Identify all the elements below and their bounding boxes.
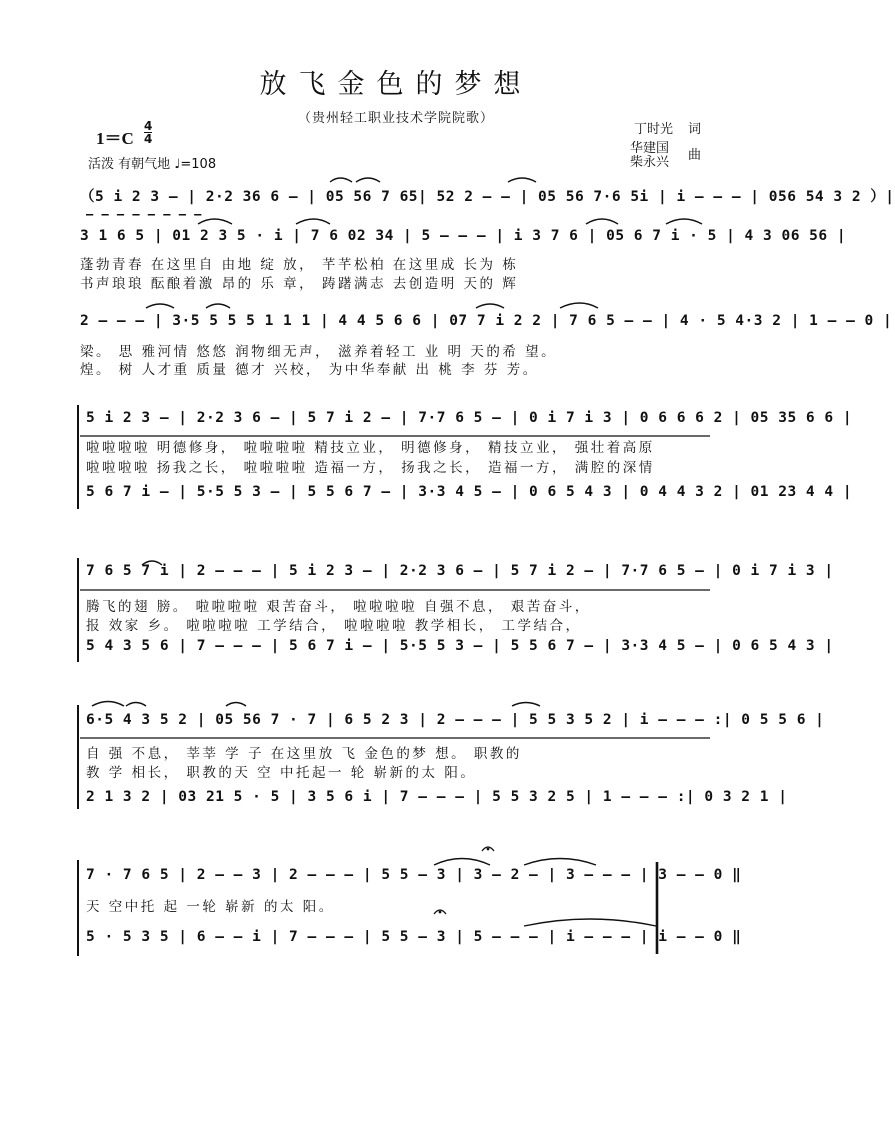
system2-lyric-verse2: 煌。 树 人才重 质量 德才 兴校， 为中华奉献 出 桃 李 芬 芳。 <box>80 362 539 378</box>
system1-lyric-verse1: 蓬勃青春 在这里自 由地 绽 放， 芊芊松柏 在这里成 长为 栋 <box>80 257 519 273</box>
lyricist-role: 词 <box>688 122 702 137</box>
system6-lower-part: 5 · 5 3 5 | 6 – – i | 7 – – – | 5 5 – 3 | 5 – – – | i – – – | i – – 0 ‖ <box>86 929 742 945</box>
composer-name-1: 华建国 <box>630 141 670 156</box>
lyricist-name: 丁时光 <box>634 122 674 137</box>
system3-upper-part: 5 i 2 3 – | 2·2 3 6 – | 5 7 i 2 – | 7·7 6 5 – | 0 i 7 i 3 | 0 6 6 6 2 | 05 35 6 6 | <box>86 410 853 426</box>
slur <box>476 304 504 308</box>
fermata-dot <box>439 911 442 914</box>
system1-lyric-verse2: 书声琅琅 酝酿着激 昂的 乐 章， 踌躇满志 去创造明 天的 辉 <box>80 276 519 292</box>
system4-lyric-verse2: 报 效家 乡。 啦啦啦啦 工学结合， 啦啦啦啦 教学相长， 工学结合， <box>86 618 582 634</box>
song-subtitle: （贵州轻工职业技术学院院歌） <box>297 111 494 126</box>
slur <box>356 178 380 182</box>
slur <box>560 303 598 308</box>
system2-melody: 2 – – – | 3·5 5 5 5 1 1 1 | 4 4 5 6 6 | 07 7 i 2 2 | 7 6 5 – – | 4 · 5 4·3 2 | 1 – – 0 | <box>80 313 893 329</box>
slur <box>666 219 702 224</box>
system6-upper-part: 7 · 7 6 5 | 2 – – 3 | 2 – – – | 5 5 – 3 | 3 – 2 – | 3 – – – | 3 – – 0 ‖ <box>86 867 742 883</box>
slur <box>330 178 352 182</box>
system5-lower-part: 2 1 3 2 | 03 21 5 · 5 | 3 5 6 i | 7 – – – | 5 5 3 2 5 | 1 – – – :| 0 3 2 1 | <box>86 789 788 805</box>
slur <box>296 219 330 224</box>
slur <box>126 703 146 707</box>
system5-upper-part: 6·5 4 3 5 2 | 05 56 7 · 7 | 6 5 2 3 | 2 – – – | 5 5 3 5 2 | i – – – :| 0 5 5 6 | <box>86 712 825 728</box>
system3-lyric-verse2: 啦啦啦啦 扬我之长， 啦啦啦啦 造福一方， 扬我之长， 造福一方， 满腔的深情 <box>86 460 655 476</box>
composer-name-2: 柴永兴 <box>630 155 670 170</box>
system5-lyric-verse1: 自 强 不息， 莘莘 学 子 在这里放 飞 金色的梦 想。 职教的 <box>86 746 522 762</box>
slur <box>198 219 232 224</box>
tie <box>434 859 490 866</box>
meter-bottom: 4 <box>144 132 153 146</box>
system5-lyric-verse2: 教 学 相长， 职教的天 空 中托起一 轮 崭新的太 阳。 <box>86 765 477 781</box>
system2-lyric-verse1: 梁。 思 雅河情 悠悠 润物细无声， 滋养着轻工 业 明 天的希 望。 <box>80 344 558 360</box>
system4-upper-part: 7 6 5 7 i | 2 – – – | 5 i 2 3 – | 2·2 3 6 – | 5 7 i 2 – | 7·7 6 5 – | 0 i 7 i 3 | <box>86 563 834 579</box>
slur <box>92 702 124 707</box>
system3-lower-part: 5 6 7 i – | 5·5 5 3 – | 5 5 6 7 – | 3·3 4 5 – | 0 6 5 4 3 | 0 4 4 3 2 | 01 23 4 4 | <box>86 484 853 500</box>
slur <box>146 304 174 308</box>
system1-melody: 3 1 6 5 | 01 2 3 5 · i | 7 6 02 34 | 5 – – – | i 3 7 6 | 05 6 7 i · 5 | 4 3 06 56 | <box>80 228 847 244</box>
tie <box>524 919 656 926</box>
tie <box>524 859 596 866</box>
system6-lyric: 天 空中托 起 一轮 崭新 的太 阳。 <box>86 899 335 915</box>
system4-lyric-verse1: 腾飞的翅 膀。 啦啦啦啦 艰苦奋斗， 啦啦啦啦 自强不息， 艰苦奋斗， <box>86 599 591 615</box>
system3-lyric-verse1: 啦啦啦啦 明德修身， 啦啦啦啦 精技立业， 明德修身， 精技立业， 强壮着高原 <box>86 440 655 456</box>
slur <box>508 178 536 182</box>
meter-top: 4 <box>144 119 153 133</box>
system4-lower-part: 5 4 3 5 6 | 7 – – – | 5 6 7 i – | 5·5 5 3 – | 5 5 6 7 – | 3·3 4 5 – | 0 6 5 4 3 | <box>86 638 834 654</box>
song-title: 放飞金色的梦想 <box>259 69 533 100</box>
key-signature: 1＝C <box>96 129 134 148</box>
slur <box>512 703 540 707</box>
slur <box>206 304 230 308</box>
slur <box>142 561 162 565</box>
tempo-marking: 活泼 有朝气地 ♩=108 <box>88 157 217 172</box>
intro-notes: （5 i 2 3 – | 2·2 36 6 – | 05 56 7 65| 52 2 – – | 05 56 7·6 5i | i – – – | 056 54 3 2 ）| <box>80 189 895 205</box>
slur <box>226 703 246 707</box>
intro-underline-marks: – – – – – – – – <box>86 207 202 221</box>
slur <box>586 219 618 224</box>
fermata-dot <box>487 848 490 851</box>
composer-role: 曲 <box>688 148 702 163</box>
